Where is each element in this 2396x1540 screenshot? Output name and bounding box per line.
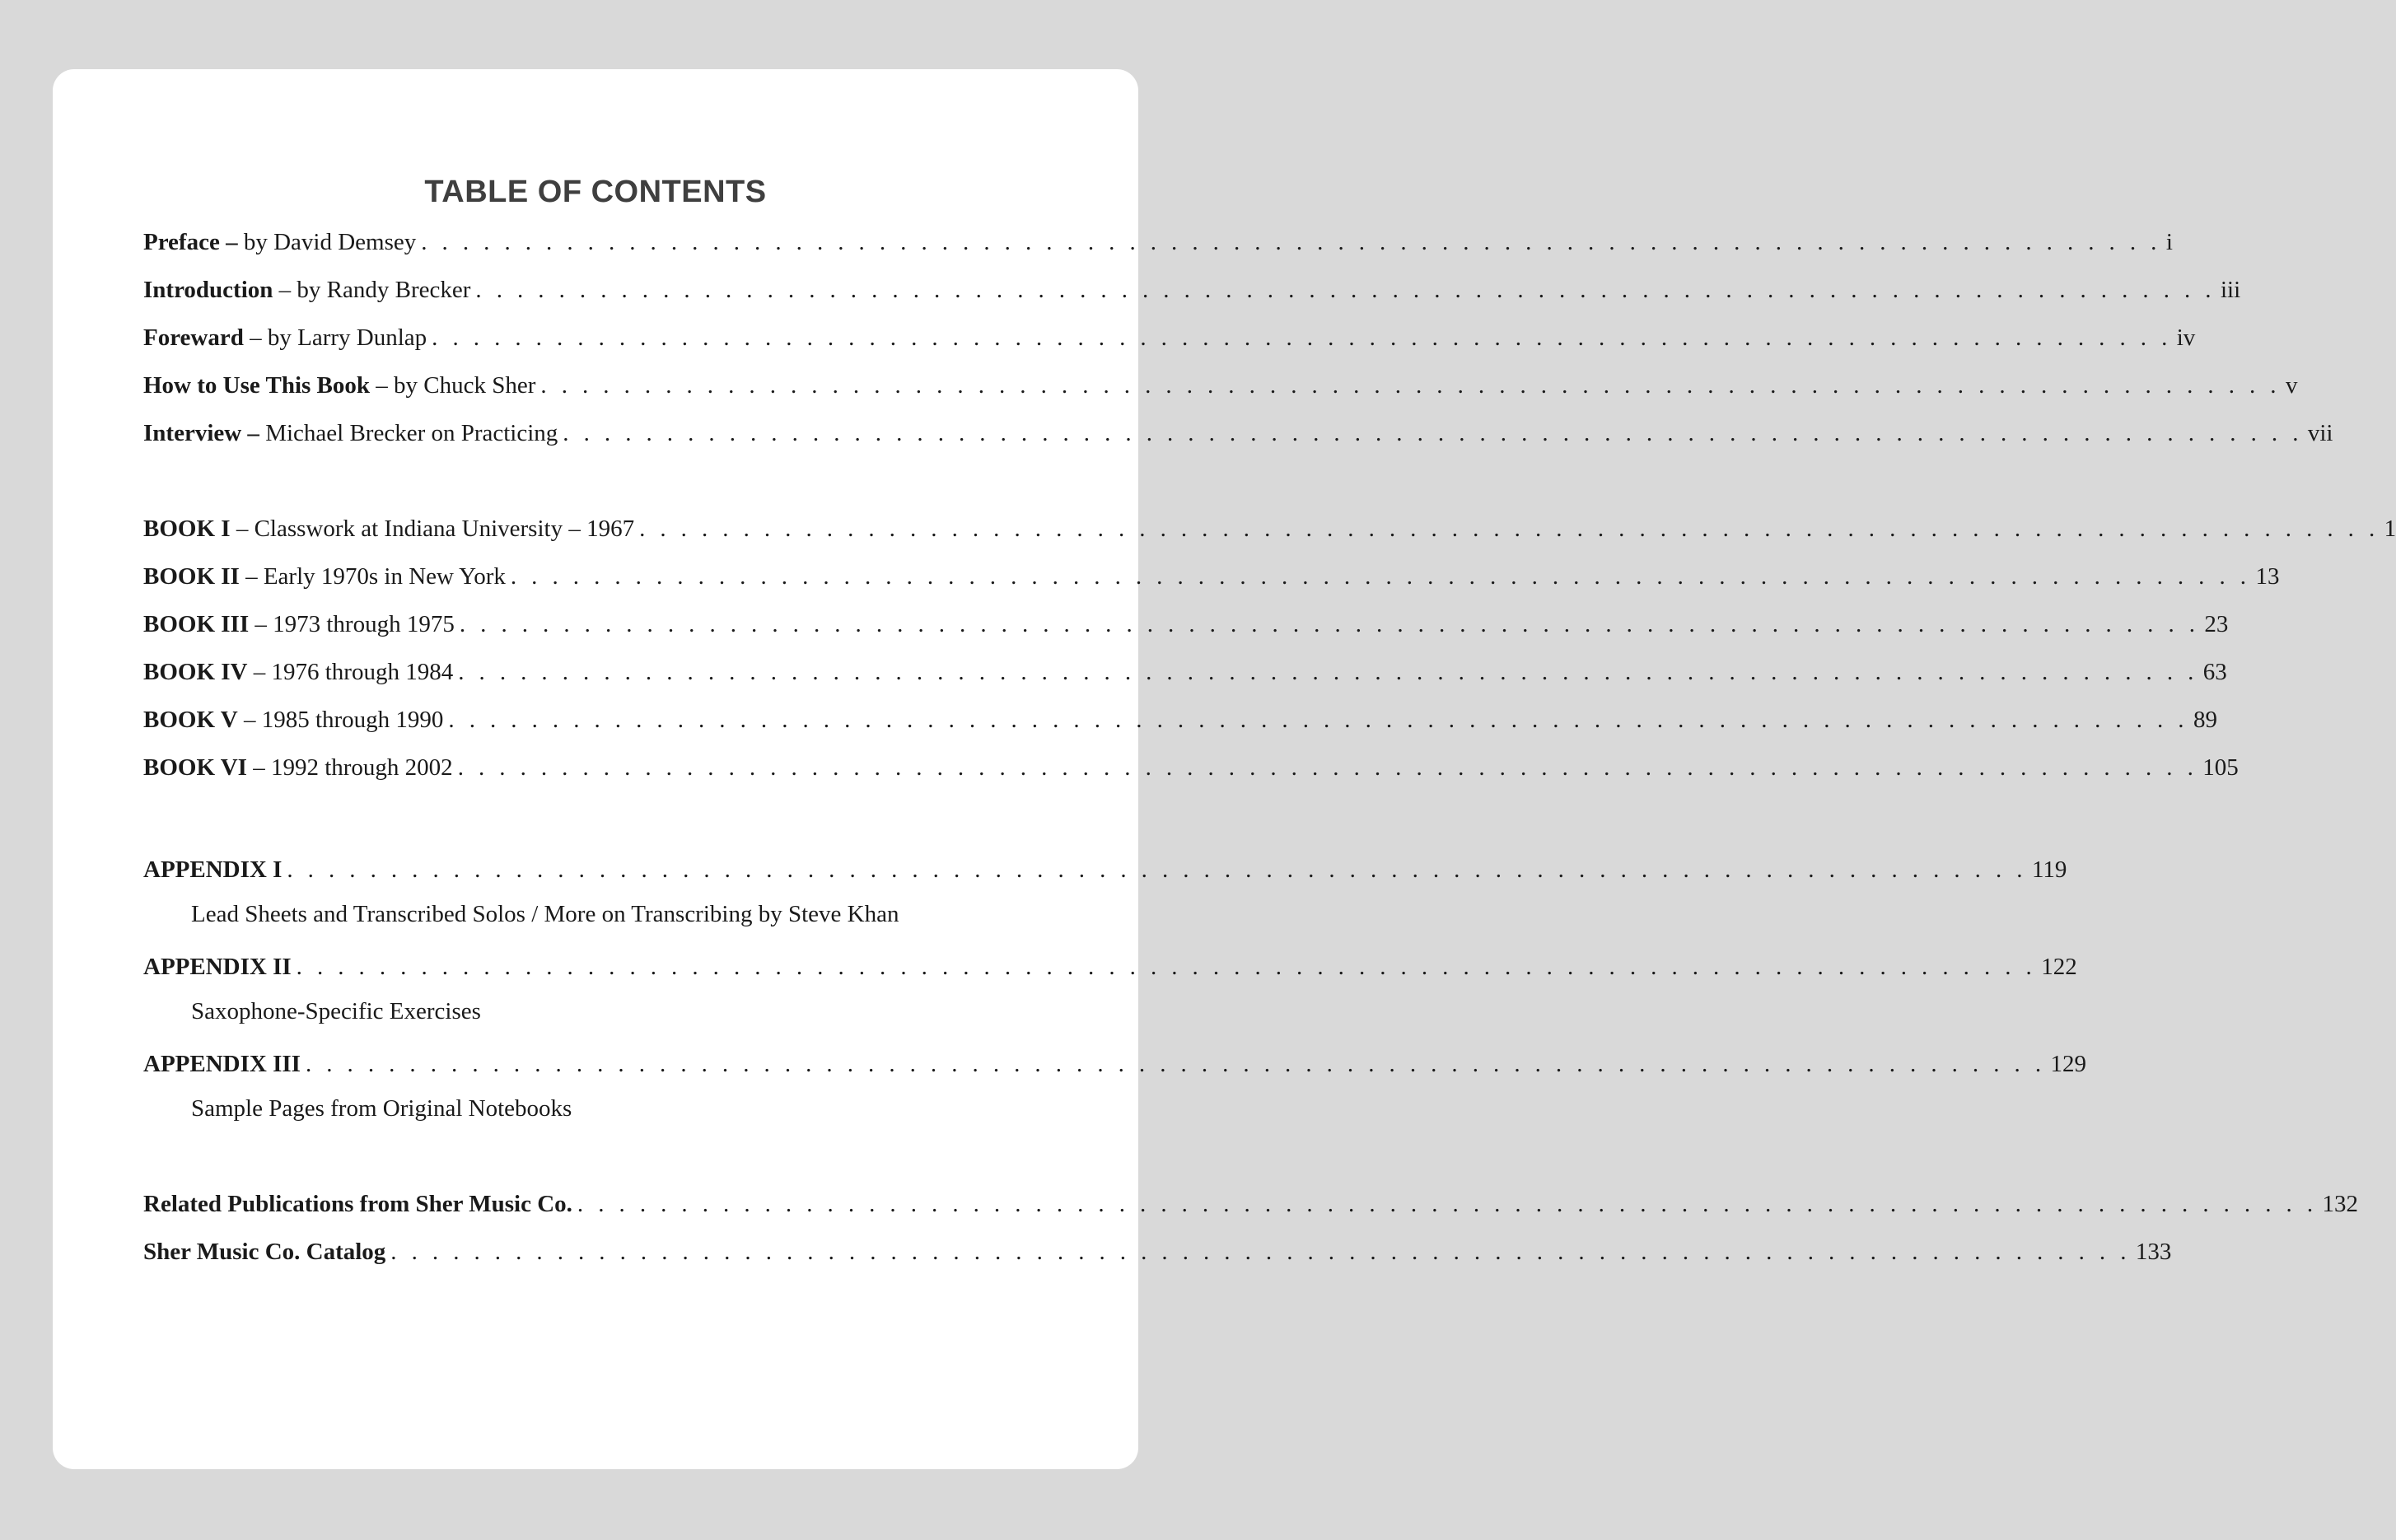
page-number: iv [2176, 324, 2196, 351]
page-number: 63 [2202, 659, 2227, 685]
appendix-2-description: Saxophone-Specific Exercises [191, 998, 481, 1024]
toc-entry-how-to-use[interactable] [143, 369, 2298, 402]
dot-leader: . . . . . . . . . . . . . . . . . . . . . . . . . . . . . . . . . . . . . . . . . . . . . . . . . . . . . . . . . . . . . . . . . . . . . . . . . . . . . . . . . . . . [510, 563, 2251, 590]
dot-leader: . . . . . . . . . . . . . . . . . . . . . . . . . . . . . . . . . . . . . . . . . . . . . . . . . . . . . . . . . . . . . . . . . . . . . . . . . . . . . . . . . . . . [459, 611, 2200, 637]
toc-entry-interview[interactable] [143, 417, 2333, 450]
dot-leader: . . . . . . . . . . . . . . . . . . . . . . . . . . . . . . . . . . . . . . . . . . . . . . . . . . . . . . . . . . . . . . . . . . . . . . . . . . . . . . . . . . . . [563, 420, 2303, 446]
toc-entry-appendix-3[interactable] [143, 1048, 2086, 1080]
entry-label: BOOK I – Classwork at Indiana University – 1967 [143, 516, 635, 542]
entry-label: Related Publications from Sher Music Co. [143, 1191, 572, 1217]
dot-leader: . . . . . . . . . . . . . . . . . . . . . . . . . . . . . . . . . . . . . . . . . . . . . . . . . . . . . . . . . . . . . . . . . . . . . . . . . . . . . . . . . . . . [432, 324, 2172, 351]
page-number: 132 [2322, 1191, 2358, 1217]
dot-leader: . . . . . . . . . . . . . . . . . . . . . . . . . . . . . . . . . . . . . . . . . . . . . . . . . . . . . . . . . . . . . . . . . . . . . . . . . . . . . . . . . . . . [458, 659, 2198, 685]
page-number: 129 [2050, 1051, 2086, 1077]
dot-leader: . . . . . . . . . . . . . . . . . . . . . . . . . . . . . . . . . . . . . . . . . . . . . . . . . . . . . . . . . . . . . . . . . . . . . . . . . . . . . . . . . . . . [287, 856, 2027, 883]
dot-leader: . . . . . . . . . . . . . . . . . . . . . . . . . . . . . . . . . . . . . . . . . . . . . . . . . . . . . . . . . . . . . . . . . . . . . . . . . . . . . . . . . . . . [390, 1239, 2131, 1265]
page-number: vii [2307, 420, 2333, 446]
toc-entry-book-1[interactable] [143, 512, 2396, 545]
entry-label: BOOK III – 1973 through 1975 [143, 611, 455, 637]
page-number: iii [2220, 277, 2241, 303]
entry-label: How to Use This Book – by Chuck Sher [143, 372, 536, 399]
page-number: 1 [2384, 516, 2396, 542]
entry-label: Sher Music Co. Catalog [143, 1239, 386, 1265]
toc-entry-appendix-1[interactable] [143, 853, 2067, 886]
dot-leader: . . . . . . . . . . . . . . . . . . . . . . . . . . . . . . . . . . . . . . . . . . . . . . . . . . . . . . . . . . . . . . . . . . . . . . . . . . . . . . . . . . . . [577, 1191, 2318, 1217]
toc-entry-book-2[interactable] [143, 560, 2280, 593]
page-number: 133 [2135, 1239, 2172, 1265]
toc-entry-preface[interactable] [143, 226, 2173, 259]
toc-entry-book-6[interactable] [143, 751, 2239, 784]
entry-label: APPENDIX III [143, 1051, 301, 1077]
toc-entry-introduction[interactable] [143, 273, 2241, 306]
page-number: 23 [2204, 611, 2229, 637]
page-number: 122 [2041, 954, 2077, 980]
dot-leader: . . . . . . . . . . . . . . . . . . . . . . . . . . . . . . . . . . . . . . . . . . . . . . . . . . . . . . . . . . . . . . . . . . . . . . . . . . . . . . . . . . . . [540, 372, 2281, 399]
entry-label: Introduction – by Randy Brecker [143, 277, 471, 303]
appendix-1-description: Lead Sheets and Transcribed Solos / More on Transcribing by Steve Khan [191, 901, 899, 927]
dot-leader: . . . . . . . . . . . . . . . . . . . . . . . . . . . . . . . . . . . . . . . . . . . . . . . . . . . . . . . . . . . . . . . . . . . . . . . . . . . . . . . . . . . . [639, 516, 2380, 542]
appendix-3-description: Sample Pages from Original Notebooks [191, 1095, 572, 1122]
dot-leader: . . . . . . . . . . . . . . . . . . . . . . . . . . . . . . . . . . . . . . . . . . . . . . . . . . . . . . . . . . . . . . . . . . . . . . . . . . . . . . . . . . . . [457, 754, 2198, 781]
page-number: 13 [2255, 563, 2280, 590]
toc-entry-appendix-2[interactable] [143, 950, 2077, 983]
dot-leader: . . . . . . . . . . . . . . . . . . . . . . . . . . . . . . . . . . . . . . . . . . . . . . . . . . . . . . . . . . . . . . . . . . . . . . . . . . . . . . . . . . . . [296, 954, 2037, 980]
toc-entry-book-3[interactable] [143, 608, 2229, 641]
page-number: 119 [2031, 856, 2067, 883]
entry-label: BOOK II – Early 1970s in New York [143, 563, 506, 590]
toc-entry-foreward[interactable] [143, 321, 2196, 354]
page-number: v [2285, 372, 2298, 399]
entry-label: APPENDIX I [143, 856, 283, 883]
entry-label: APPENDIX II [143, 954, 292, 980]
dot-leader: . . . . . . . . . . . . . . . . . . . . . . . . . . . . . . . . . . . . . . . . . . . . . . . . . . . . . . . . . . . . . . . . . . . . . . . . . . . . . . . . . . . . [475, 277, 2216, 303]
entry-label: Interview – Michael Brecker on Practicing [143, 420, 558, 446]
document-page [53, 69, 2396, 1469]
page-number: 105 [2202, 754, 2239, 781]
toc-entry-related-publications[interactable] [143, 1188, 2358, 1220]
dot-leader: . . . . . . . . . . . . . . . . . . . . . . . . . . . . . . . . . . . . . . . . . . . . . . . . . . . . . . . . . . . . . . . . . . . . . . . . . . . . . . . . . . . . [421, 229, 2161, 255]
entry-label: BOOK IV – 1976 through 1984 [143, 659, 454, 685]
page-number: 89 [2193, 707, 2217, 733]
toc-entry-book-5[interactable] [143, 703, 2217, 736]
page-number: i [2165, 229, 2173, 255]
toc-entry-catalog[interactable] [143, 1235, 2172, 1268]
entry-label: BOOK V – 1985 through 1990 [143, 707, 444, 733]
page-title: TABLE OF CONTENTS [424, 175, 767, 209]
entry-label: Foreward – by Larry Dunlap [143, 324, 427, 351]
entry-label: Preface – by David Demsey [143, 229, 417, 255]
dot-leader: . . . . . . . . . . . . . . . . . . . . . . . . . . . . . . . . . . . . . . . . . . . . . . . . . . . . . . . . . . . . . . . . . . . . . . . . . . . . . . . . . . . . [305, 1051, 2046, 1077]
toc-entry-book-4[interactable] [143, 656, 2227, 688]
dot-leader: . . . . . . . . . . . . . . . . . . . . . . . . . . . . . . . . . . . . . . . . . . . . . . . . . . . . . . . . . . . . . . . . . . . . . . . . . . . . . . . . . . . . [448, 707, 2188, 733]
entry-label: BOOK VI – 1992 through 2002 [143, 754, 453, 781]
